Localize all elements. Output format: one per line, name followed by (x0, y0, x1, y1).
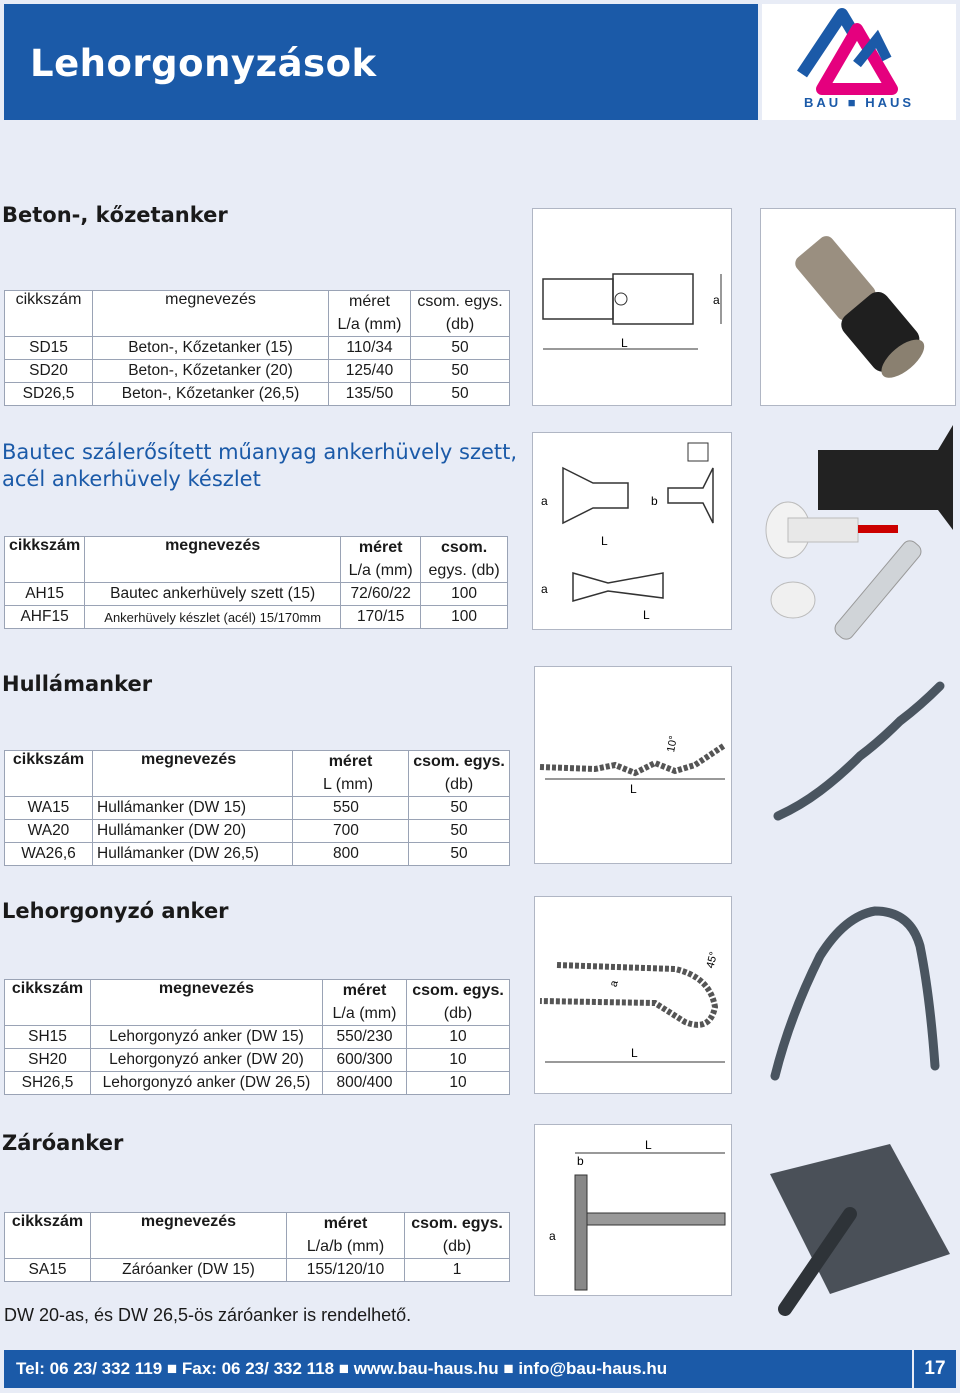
cell-size: 125/40 (329, 360, 411, 383)
cell-name: Ankerhüvely készlet (acél) 15/170mm (85, 606, 341, 629)
col-megnevezes: megnevezés (93, 751, 293, 797)
col-cikkszam: cikkszám (5, 980, 91, 1026)
logo-text: BAU ■ HAUS (803, 95, 915, 110)
table-row (5, 583, 508, 606)
cell-code: AH15 (5, 583, 85, 606)
section-title-beton-kozetanker: Beton-, kőzetanker (2, 203, 228, 227)
col-megnevezes: megnevezés (85, 537, 341, 583)
table-header-row (5, 291, 510, 314)
col-meret-unit: L/a/b (mm) (287, 1236, 405, 1259)
cell-size: 550/230 (323, 1026, 407, 1049)
cell-name: Bautec ankerhüvely szett (15) (85, 583, 341, 606)
cell-name: Záróanker (DW 15) (91, 1259, 287, 1282)
col-meret: méret (287, 1213, 405, 1236)
cell-qty: 50 (411, 383, 510, 406)
photo-bautec (758, 420, 956, 642)
table-row (5, 360, 510, 383)
label-L: L (630, 782, 637, 796)
col-meret-unit: L/a (mm) (341, 560, 421, 583)
col-csom: csom. egys. (407, 980, 510, 1003)
table-row (5, 606, 508, 629)
photo-hullamanker (760, 666, 956, 864)
cell-code: SA15 (5, 1259, 91, 1282)
photo-lehorgonyzo-anker (760, 896, 956, 1094)
page-header (4, 4, 758, 120)
section-title-lehorgonyzo-anker: Lehorgonyzó anker (2, 899, 229, 923)
cell-code: SH15 (5, 1026, 91, 1049)
section-title-bautec-2: acél ankerhüvely készlet (2, 467, 261, 491)
bauhaus-logo (762, 4, 956, 120)
table-header-row (5, 751, 510, 774)
table-lehorgonyzo-anker (4, 979, 510, 1095)
col-meret-unit: L/a (mm) (329, 314, 411, 337)
table-beton-kozetanker (4, 290, 510, 406)
table-row (5, 337, 510, 360)
diagram-beton-kozetanker (532, 208, 732, 406)
table-zaroanker (4, 1212, 510, 1282)
diagram-hullamanker (534, 666, 732, 864)
diagram-zaroanker (534, 1124, 732, 1296)
cell-qty: 100 (421, 606, 508, 629)
col-meret-unit: L/a (mm) (323, 1003, 407, 1026)
label-L: L (621, 336, 628, 350)
table-header-row (5, 1213, 510, 1236)
col-meret: méret (329, 291, 411, 314)
cell-code: SH20 (5, 1049, 91, 1072)
col-csom: csom. egys. (405, 1213, 510, 1236)
cell-size: 800/400 (323, 1072, 407, 1095)
label-a: a (549, 1229, 556, 1243)
table-row (5, 797, 510, 820)
label-L: L (631, 1046, 638, 1060)
col-csom-unit: (db) (405, 1236, 510, 1259)
section-title-bautec-1: Bautec szálerősített műanyag ankerhüvely szett, (2, 440, 518, 464)
cell-name: Lehorgonyzó anker (DW 26,5) (91, 1072, 323, 1095)
cell-name: Hullámanker (DW 15) (93, 797, 293, 820)
cell-code: SH26,5 (5, 1072, 91, 1095)
cell-code: WA15 (5, 797, 93, 820)
table-header-row (5, 980, 510, 1003)
cell-code: SD20 (5, 360, 93, 383)
table-header-row (5, 537, 508, 560)
label-L: L (645, 1138, 652, 1152)
cell-qty: 10 (407, 1049, 510, 1072)
cell-qty: 50 (409, 820, 510, 843)
col-csom: csom. egys. (411, 291, 510, 314)
cell-name: Beton-, Kőzetanker (20) (93, 360, 329, 383)
col-megnevezes: megnevezés (91, 980, 323, 1026)
col-megnevezes: megnevezés (93, 291, 329, 337)
table-bautec (4, 536, 508, 629)
section-title-zaroanker: Záróanker (2, 1131, 124, 1155)
cell-size: 110/34 (329, 337, 411, 360)
photo-beton-kozetanker (760, 208, 956, 406)
col-csom: csom. (421, 537, 508, 560)
cell-code: WA20 (5, 820, 93, 843)
col-csom-unit: (db) (407, 1003, 510, 1026)
cell-qty: 1 (405, 1259, 510, 1282)
cell-name: Lehorgonyzó anker (DW 15) (91, 1026, 323, 1049)
label-a: a (541, 582, 548, 596)
label-a: a (713, 293, 720, 307)
cell-name: Beton-, Kőzetanker (15) (93, 337, 329, 360)
col-csom-unit: (db) (411, 314, 510, 337)
table-hullamanker (4, 750, 510, 866)
col-csom: csom. egys. (409, 751, 510, 774)
label-b: b (651, 494, 658, 508)
col-cikkszam: cikkszám (5, 1213, 91, 1259)
cell-size: 550 (293, 797, 409, 820)
cell-code: SD26,5 (5, 383, 93, 406)
col-cikkszam: cikkszám (5, 751, 93, 797)
table-row (5, 1049, 510, 1072)
cell-size: 700 (293, 820, 409, 843)
section-title-hullamanker: Hullámanker (2, 672, 153, 696)
table-row (5, 820, 510, 843)
label-L: L (601, 534, 608, 548)
label-L: L (643, 608, 650, 622)
label-deg10: 10° (665, 734, 680, 754)
label-a: a (607, 979, 621, 989)
cell-code: SD15 (5, 337, 93, 360)
cell-qty: 100 (421, 583, 508, 606)
order-note: DW 20-as, és DW 26,5-ös záróanker is rendelhető. (4, 1305, 412, 1325)
col-meret-unit: L (mm) (293, 774, 409, 797)
diagram-lehorgonyzo-anker (534, 896, 732, 1094)
table-row (5, 1072, 510, 1095)
cell-size: 72/60/22 (341, 583, 421, 606)
cell-qty: 50 (409, 797, 510, 820)
cell-code: WA26,6 (5, 843, 93, 866)
table-row (5, 1026, 510, 1049)
cell-name: Hullámanker (DW 20) (93, 820, 293, 843)
cell-name: Beton-, Kőzetanker (26,5) (93, 383, 329, 406)
cell-code: AHF15 (5, 606, 85, 629)
page-number: 17 (914, 1350, 956, 1388)
col-cikkszam: cikkszám (5, 291, 93, 337)
diagram-bautec (532, 432, 732, 630)
col-cikkszam: cikkszám (5, 537, 85, 583)
col-meret: méret (293, 751, 409, 774)
cell-qty: 50 (409, 843, 510, 866)
cell-qty: 50 (411, 337, 510, 360)
col-meret: méret (341, 537, 421, 560)
label-b: b (577, 1154, 584, 1168)
label-a: a (541, 494, 548, 508)
photo-zaroanker (760, 1124, 956, 1320)
page-title: Lehorgonyzások (30, 42, 377, 85)
table-row (5, 383, 510, 406)
cell-name: Lehorgonyzó anker (DW 20) (91, 1049, 323, 1072)
cell-size: 600/300 (323, 1049, 407, 1072)
cell-size: 170/15 (341, 606, 421, 629)
cell-qty: 10 (407, 1026, 510, 1049)
cell-qty: 10 (407, 1072, 510, 1095)
cell-qty: 50 (411, 360, 510, 383)
footer-contact: Tel: 06 23/ 332 119 ■ Fax: 06 23/ 332 118 ■ www.bau-haus.hu ■ info@bau-haus.hu (4, 1350, 912, 1388)
logo-mark-icon (762, 4, 956, 104)
cell-name: Hullámanker (DW 26,5) (93, 843, 293, 866)
cell-size: 135/50 (329, 383, 411, 406)
col-megnevezes: megnevezés (91, 1213, 287, 1259)
col-meret: méret (323, 980, 407, 1003)
label-deg45: 45° (704, 950, 721, 970)
cell-size: 800 (293, 843, 409, 866)
cell-size: 155/120/10 (287, 1259, 405, 1282)
table-row (5, 843, 510, 866)
col-csom-unit: egys. (db) (421, 560, 508, 583)
col-csom-unit: (db) (409, 774, 510, 797)
table-row (5, 1259, 510, 1282)
